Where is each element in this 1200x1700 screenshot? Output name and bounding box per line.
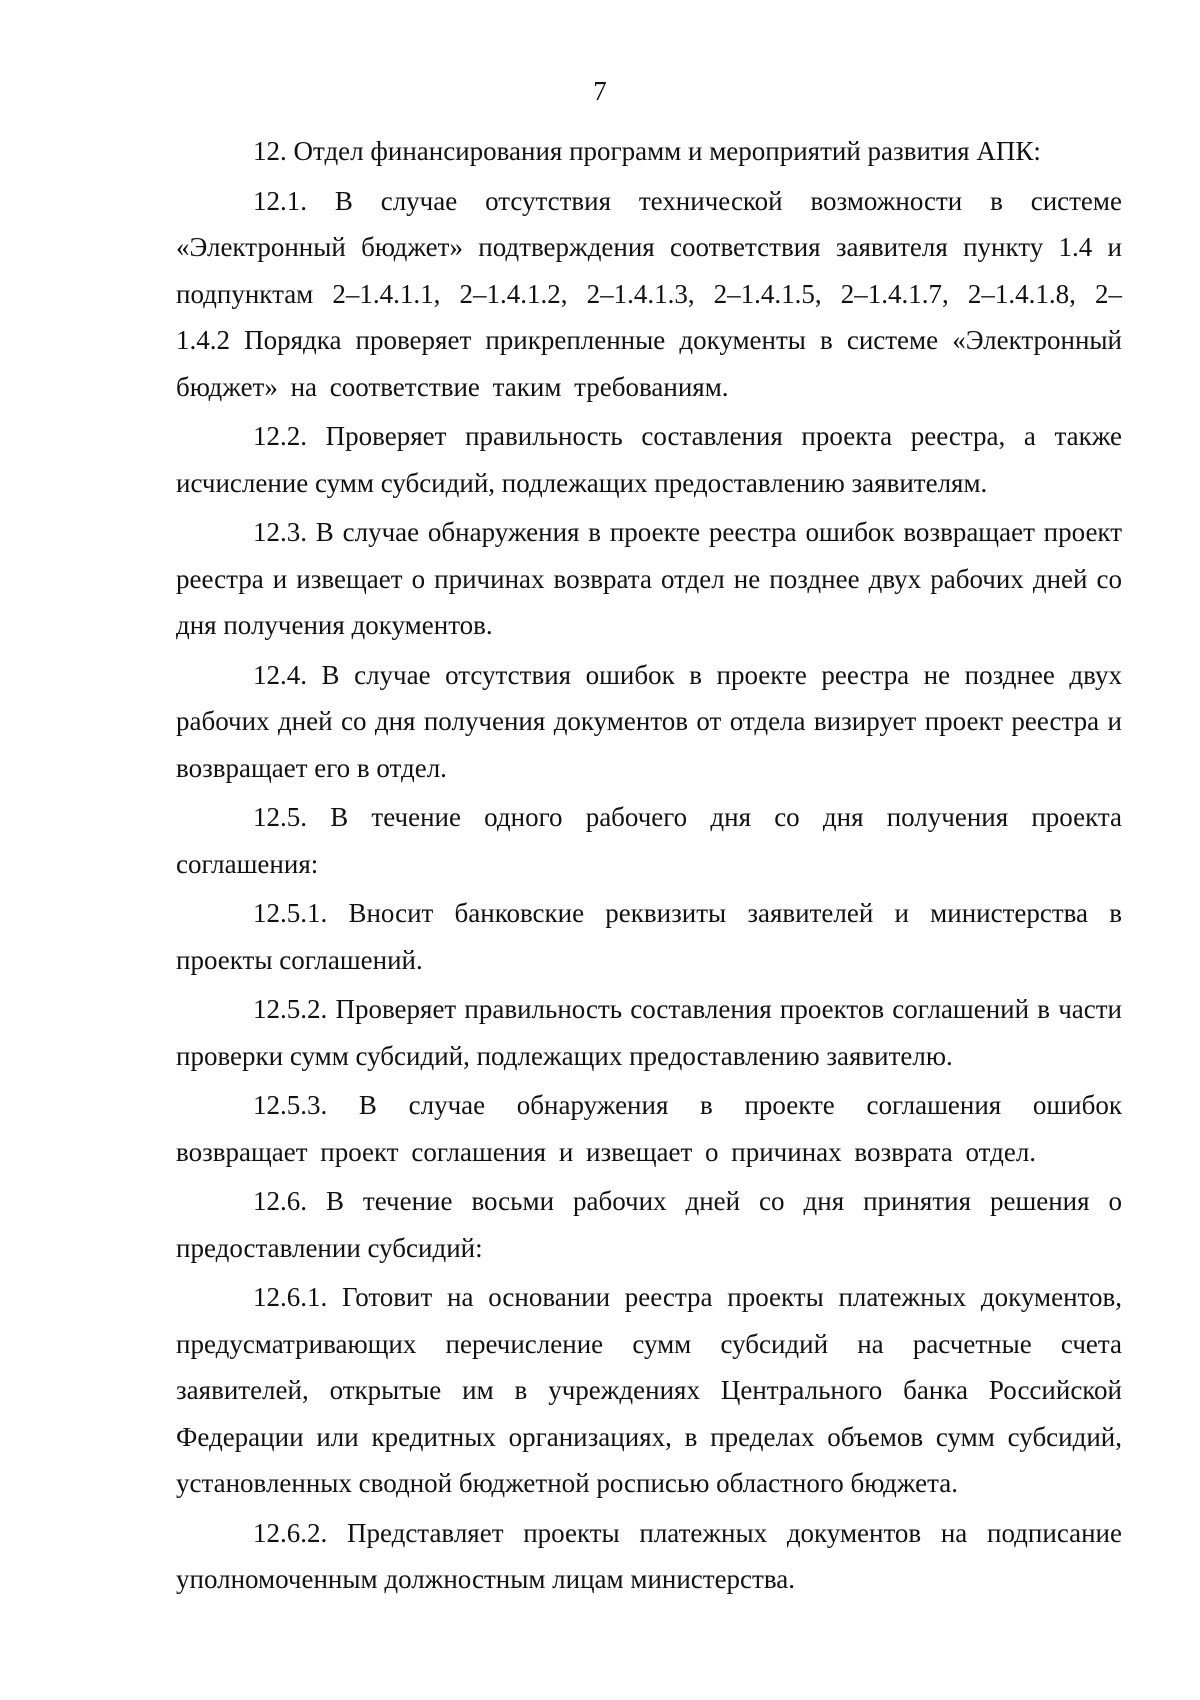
document-body xyxy=(176,128,1122,1606)
paragraph-12-6: 12.6. В течение восьми рабочих дней со дня принятия решения о предоставлении субсидий: xyxy=(176,1186,1122,1263)
paragraph-12-6-1: 12.6.1. Готовит на основании реестра проекты платежных документов, предусматривающих перечисление сумм субсидий на расчетные счета заявителей, открытые им в учреждениях Центрального банка Российской Федерации или кредитных организациях, в пределах объемов сумм субсидий, установленных сводной бюджетной росписью областного бюджета. xyxy=(176,1282,1122,1498)
paragraph-12-5-3: 12.5.3. В случае обнаружения в проекте соглашения ошибок возвращает проект соглашения и извещает о причинах возврата отдел. xyxy=(176,1090,1122,1167)
paragraph-12-4: 12.4. В случае отсутствия ошибок в проекте реестра не позднее двух рабочих дней со дня получения документов от отдела визирует проект реестра и возвращает его в отдел. xyxy=(176,659,1122,783)
paragraph-12-5-2: 12.5.2. Проверяет правильность составления проектов соглашений в части проверки сумм субсидий, подлежащих предоставлению заявителю. xyxy=(176,994,1122,1071)
paragraph-12-5-1: 12.5.1. Вносит банковские реквизиты заявителей и министерства в проекты соглашений. xyxy=(176,898,1122,975)
paragraph-12-1: 12.1. В случае отсутствия технической возможности в системе «Электронный бюджет» подтверждения соответствия заявителя пункту 1.4 и подпунктам 2–1.4.1.1, 2–1.4.1.2, 2–1.4.1.3, 2–1.4.1.5, 2–1.4.1.7, 2–1.4.1.8, 2–1.4.2 Порядка проверяет прикрепленные документы в системе «Электронный бюджет» на соответствие таким требованиям. xyxy=(176,185,1122,402)
paragraph-12-5: 12.5. В течение одного рабочего дня со дня получения проекта соглашения: xyxy=(176,802,1122,879)
paragraph-12-6-2: 12.6.2. Представляет проекты платежных документов на подписание уполномоченным должностным лицам министерства. xyxy=(176,1517,1122,1594)
paragraph-12: 12. Отдел финансирования программ и мероприятий развития АПК: xyxy=(253,136,1041,166)
paragraph-12-3: 12.3. В случае обнаружения в проекте реестра ошибок возвращает проект реестра и извещает о причинах возврата отдел не позднее двух рабочих дней со дня получения документов. xyxy=(176,517,1122,640)
paragraph-12-2: 12.2. Проверяет правильность составления проекта реестра, а также исчисление сумм субсидий, подлежащих предоставлению заявителям. xyxy=(176,421,1122,498)
page-number: 7 xyxy=(593,76,607,106)
